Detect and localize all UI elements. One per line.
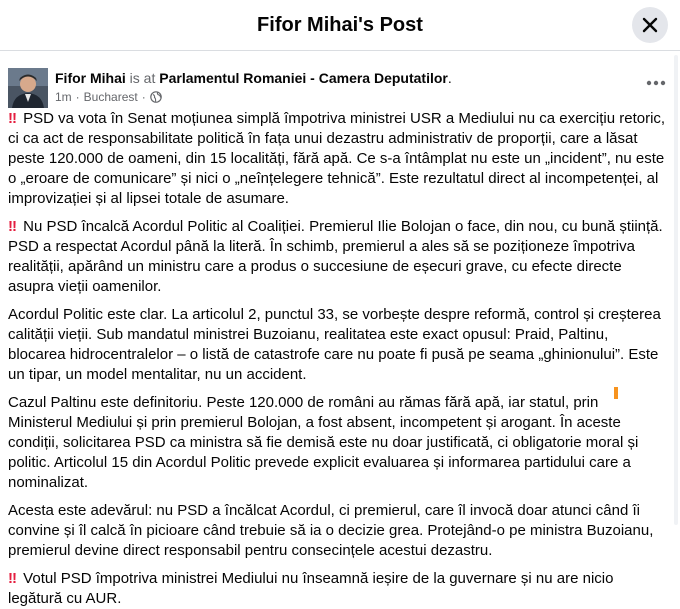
avatar[interactable] [8,68,48,108]
post-body [0,109,680,609]
is-at-label: is at [129,70,156,86]
meta-separator: · [75,90,80,104]
location-suffix: . [447,70,452,86]
double-exclamation-icon: !! [8,110,16,127]
dialog-header [0,0,680,51]
post-paragraph [8,305,666,385]
author-line [55,70,452,86]
post-time[interactable]: 1m [55,90,72,104]
post-paragraph [8,109,666,209]
paragraph-text: Acesta este adevărul: nu PSD a încălcat Acordul, ci premierul, care îl invocă doar atunci când îi convine și îl calcă în picioare când trebuie să ia o decizie grea. Protejând-o pe ministra Buzoianu, premierul devine direct responsabil pentru consecințele acestui dezastru. [8,502,654,559]
post-scroll-area[interactable] [0,51,680,607]
post-header [0,51,680,109]
post-paragraph [8,501,666,561]
post-place[interactable]: Bucharest [83,90,138,104]
double-exclamation-icon: !! [8,570,16,587]
text-cursor-marker [614,387,618,399]
post-paragraph [8,217,666,297]
dialog-title: Fifor Mihai's Post [257,13,423,36]
post-meta [55,90,162,104]
globe-icon[interactable] [150,91,162,103]
paragraph-text: Cazul Paltinu este definitoriu. Peste 120.000 de români au rămas fără apă, iar statul, prin Ministerul Mediului și prin premierul Bolojan, a fost absent, incompetent și arogant. În aceste condiții, solicitarea PSD ca ministra să fie demisă este nu doar justificată, ci obligatorie moral și politic. Articolul 15 din Acordul Politic prevede explicit evaluarea și informarea partidului care a nominalizat. [8,394,639,491]
paragraph-text: Votul PSD împotriva ministrei Mediului nu înseamnă ieșire de la guvernare și nu are nicio legătură cu AUR. [8,570,614,607]
author-name[interactable]: Fifor Mihai [55,70,126,86]
more-options-icon [646,80,666,86]
post-paragraph [8,393,666,493]
scrollbar[interactable] [674,55,678,525]
double-exclamation-icon: !! [8,218,16,235]
meta-separator: · [141,90,146,104]
paragraph-text: Nu PSD încalcă Acordul Politic al Coaliției. Premierul Ilie Bolojan o face, din nou, cu bună știință. PSD a respectat Acordul până la literă. În schimb, premierul a ales să se poziționeze împotriva realității, apărând un ministru care a produs o succesiune de eșecuri grave, cu efecte directe asupra vieții oamenilor. [8,218,663,295]
more-options-button[interactable] [642,73,670,93]
post-paragraph [8,569,666,609]
paragraph-text: Acordul Politic este clar. La articolul 2, punctul 33, se vorbește despre reformă, control și creșterea calității vieții. Sub mandatul ministrei Buzoianu, realitatea este exact opusul: Praid, Paltinu, blocarea hidrocentralelor – o listă de catastrofe care nu poate fi pusă pe seama „ghinionului”. Este un tipar, un model mentalitar, nu un accident. [8,306,661,383]
close-button[interactable] [632,7,668,43]
location-link[interactable]: Parlamentul Romaniei - Camera Deputatilor [159,70,448,86]
close-icon [642,17,658,33]
paragraph-text: PSD va vota în Senat moțiunea simplă împotriva ministrei USR a Mediului nu ca exercițiu retoric, ci ca act de responsabilitate politică în fața unui dezastru administrativ de proporții, care a lăsat peste 120.000 de oameni, din 15 localități, fără apă. Ce s-a întâmplat nu este un „incident”, nu este o „eroare de comunicare” și nici o „neînțelegere tehnică”. Este rezultatul direct al incompetenței, al improvizației și al lipsei totale de asumare. [8,110,666,207]
